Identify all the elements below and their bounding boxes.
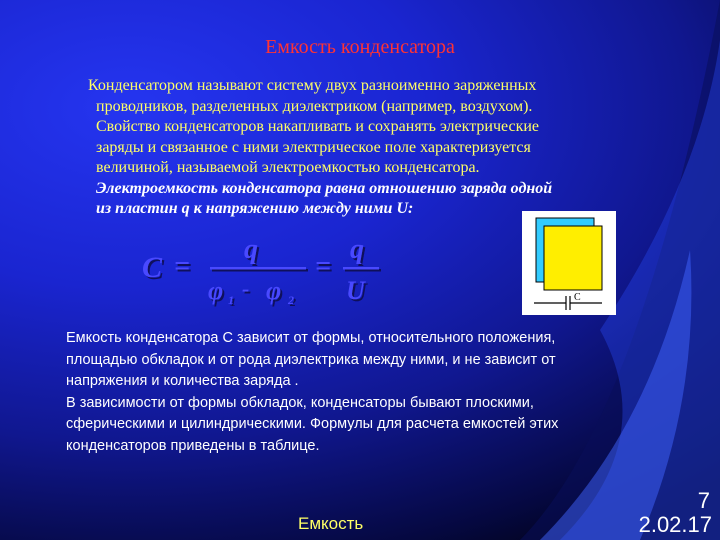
capacitor-label: C xyxy=(574,292,581,303)
formula-lhs: C xyxy=(142,251,163,284)
formula-phi1: φ xyxy=(208,276,224,305)
formula-minus: - xyxy=(242,276,250,301)
intro-line: Конденсатором называют систему двух разноименно заряженных xyxy=(88,77,537,94)
footer-date: 2.02.17 xyxy=(638,512,712,537)
intro-paragraph xyxy=(88,76,668,220)
page-number: 7 xyxy=(697,488,710,513)
intro-line: величиной, называемой электроемкостью конденсатора. xyxy=(96,159,480,176)
intro-line: проводников, разделенных диэлектриком (например, воздухом). xyxy=(96,97,533,115)
formula-num2: q xyxy=(350,234,364,265)
capacitor-diagram xyxy=(522,211,616,315)
formula-phi2: φ xyxy=(266,276,282,305)
fraction-bar-2 xyxy=(343,267,379,270)
capacitor-front-plate xyxy=(544,226,602,290)
definition-line: Электроемкость конденсатора равна отношению заряда одной xyxy=(96,179,553,197)
fraction-bar-1 xyxy=(210,267,306,270)
intro-line: заряды и связанное с ними электрическое поле характеризуется xyxy=(96,138,531,156)
body-line: В зависимости от формы обкладок, конденсаторы бывают плоскими, xyxy=(66,394,534,411)
intro-line: Свойство конденсаторов накапливать и сохранять электрические xyxy=(96,118,540,135)
body-line: Емкость конденсатора С зависит от формы, относительного положения, xyxy=(66,330,556,346)
body-paragraph xyxy=(66,328,646,457)
formula-eq1: = xyxy=(174,251,190,282)
formula-phi2-sub: 2 xyxy=(288,293,294,307)
formula-num1: q xyxy=(244,234,258,265)
formula-phi1-sub: 1 xyxy=(228,293,234,307)
body-line: площадью обкладок и от рода диэлектрика между ними, и не зависит от xyxy=(66,351,556,368)
capacitor-symbol xyxy=(534,296,602,310)
formula-eq2: = xyxy=(315,251,331,282)
body-line: напряжения и количества заряда . xyxy=(66,373,299,389)
definition-line: из пластин q к напряжению между ними U: xyxy=(96,200,414,217)
footer-title: Емкость xyxy=(298,514,364,533)
slide-title: Емкость конденсатора xyxy=(265,36,455,58)
capacitance-formula xyxy=(140,232,400,312)
body-line: конденсаторов приведены в таблице. xyxy=(66,437,320,454)
formula-den2: U xyxy=(346,276,365,305)
body-line: сферическими и цилиндрическими. Формулы для расчета емкостей этих xyxy=(66,416,559,432)
